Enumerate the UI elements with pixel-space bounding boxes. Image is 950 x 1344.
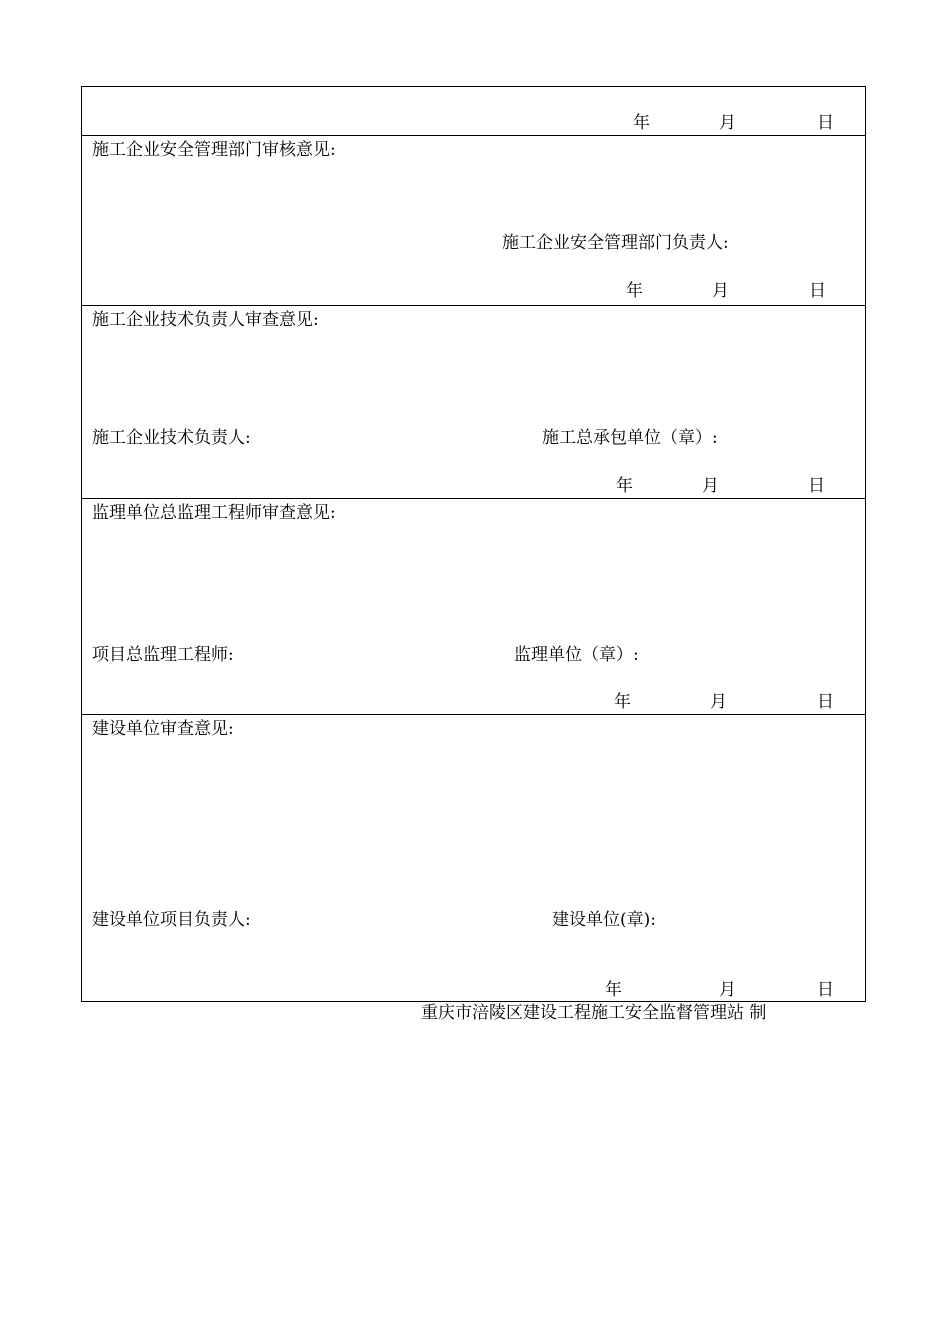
owner-unit-seal-label: 建设单位(章): (552, 910, 656, 930)
supervision-review-heading: 监理单位总监理工程师审查意见: (92, 503, 336, 523)
technical-lead-review-heading: 施工企业技术负责人审查意见: (92, 310, 319, 330)
date-month: 月 (710, 692, 727, 712)
date-day: 日 (817, 692, 834, 712)
date-year: 年 (605, 980, 622, 1000)
date-day: 日 (817, 980, 834, 1000)
issuer-footer-note: 重庆市涪陵区建设工程施工安全监督管理站 制 (421, 1003, 767, 1023)
technical-lead-signer-label: 施工企业技术负责人: (92, 428, 251, 448)
date-day: 日 (817, 113, 834, 133)
supervision-unit-seal-label: 监理单位（章）: (514, 645, 639, 665)
date-month: 月 (702, 476, 719, 496)
date-year: 年 (616, 476, 633, 496)
date-month: 月 (719, 980, 736, 1000)
general-contractor-seal-label: 施工总承包单位（章）: (542, 428, 718, 448)
safety-dept-signer-label: 施工企业安全管理部门负责人: (502, 233, 729, 253)
date-year: 年 (633, 113, 650, 133)
date-year: 年 (626, 281, 643, 301)
section-owner-review (82, 715, 865, 1003)
date-day: 日 (808, 476, 825, 496)
date-month: 月 (719, 113, 736, 133)
section-supervision-review (82, 499, 865, 715)
section-technical-lead-review (82, 306, 865, 499)
date-day: 日 (809, 281, 826, 301)
chief-supervising-engineer-label: 项目总监理工程师: (92, 645, 234, 665)
date-month: 月 (712, 281, 729, 301)
date-year: 年 (614, 692, 631, 712)
section-safety-dept-review (82, 136, 865, 306)
section-top-date (82, 87, 865, 136)
owner-project-lead-label: 建设单位项目负责人: (92, 910, 251, 930)
approval-form-table (81, 86, 866, 1002)
safety-dept-review-heading: 施工企业安全管理部门审核意见: (92, 140, 336, 160)
owner-review-heading: 建设单位审查意见: (92, 719, 234, 739)
